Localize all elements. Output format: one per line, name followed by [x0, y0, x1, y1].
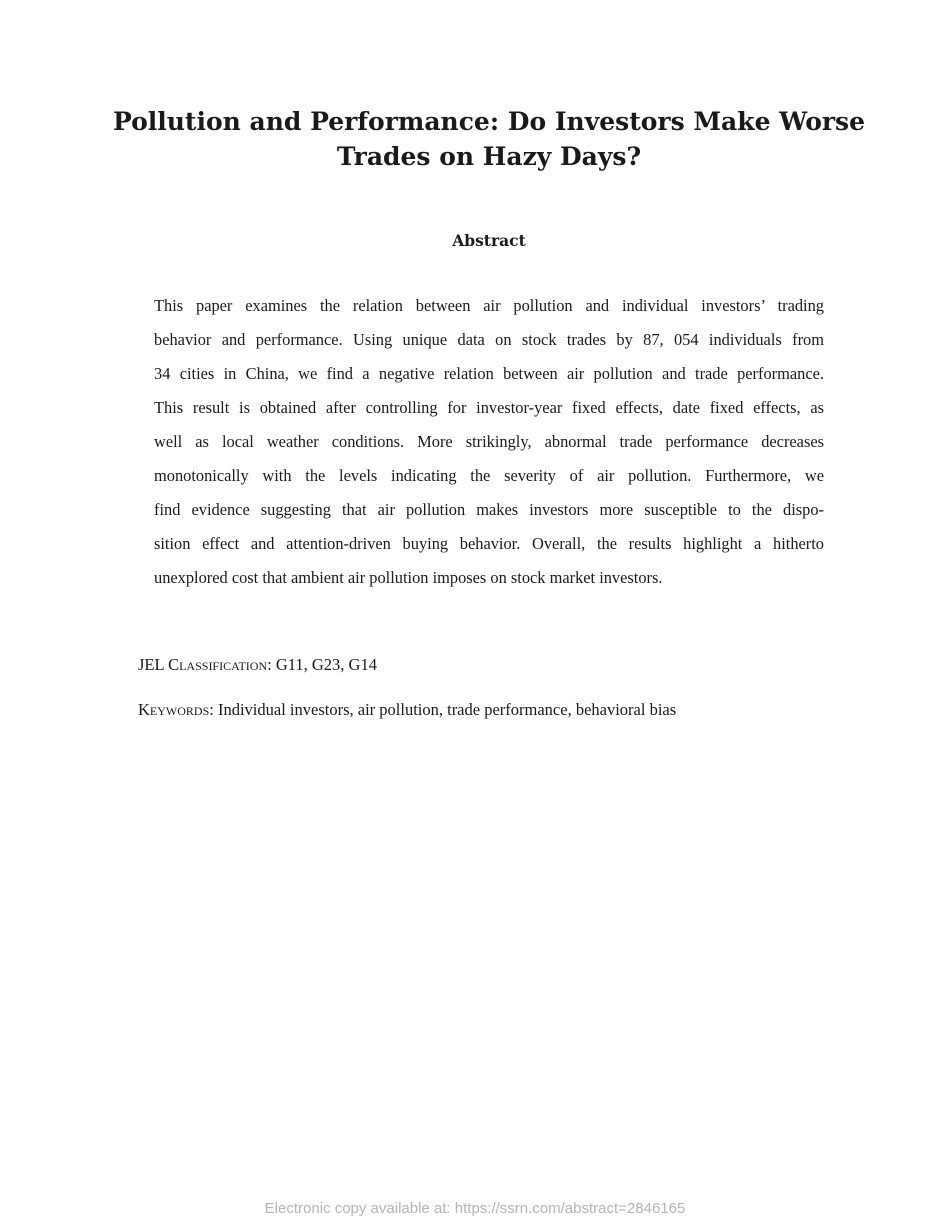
jel-classification — [138, 654, 377, 676]
abstract-line: This paper examines the relation between air pollution and individual investors’ trading — [154, 296, 824, 315]
abstract-line: find evidence suggesting that air pollution makes investors more susceptible to the dispo- — [154, 500, 824, 519]
keywords-label: Keywords: — [138, 700, 214, 719]
jel-label: JEL Classification: — [138, 655, 272, 674]
abstract-line: monotonically with the levels indicating the severity of air pollution. Furthermore, we — [154, 466, 824, 485]
abstract-line: unexplored cost that ambient air pollution imposes on stock market investors. — [154, 568, 663, 587]
ssrn-footer: Electronic copy available at: https://ssrn.com/abstract=2846165 — [264, 1200, 686, 1217]
keywords — [138, 699, 676, 721]
abstract-heading: Abstract — [452, 231, 526, 250]
abstract-line: 34 cities in China, we find a negative relation between air pollution and trade performance. — [154, 364, 824, 383]
abstract-body — [154, 289, 824, 595]
paper-title: Pollution and Performance: Do Investors Make Worse Trades on Hazy Days? — [112, 107, 866, 171]
abstract-line: sition effect and attention-driven buying behavior. Overall, the results highlight a hitherto — [154, 534, 824, 553]
jel-value: G11, G23, G14 — [275, 655, 377, 674]
abstract-line: well as local weather conditions. More strikingly, abnormal trade performance decreases — [154, 432, 824, 451]
abstract-line: behavior and performance. Using unique data on stock trades by 87, 054 individuals from — [154, 330, 824, 349]
keywords-value: Individual investors, air pollution, trade performance, behavioral bias — [217, 700, 677, 719]
abstract-line: This result is obtained after controlling for investor-year fixed effects, date fixed effects, as — [154, 398, 824, 417]
